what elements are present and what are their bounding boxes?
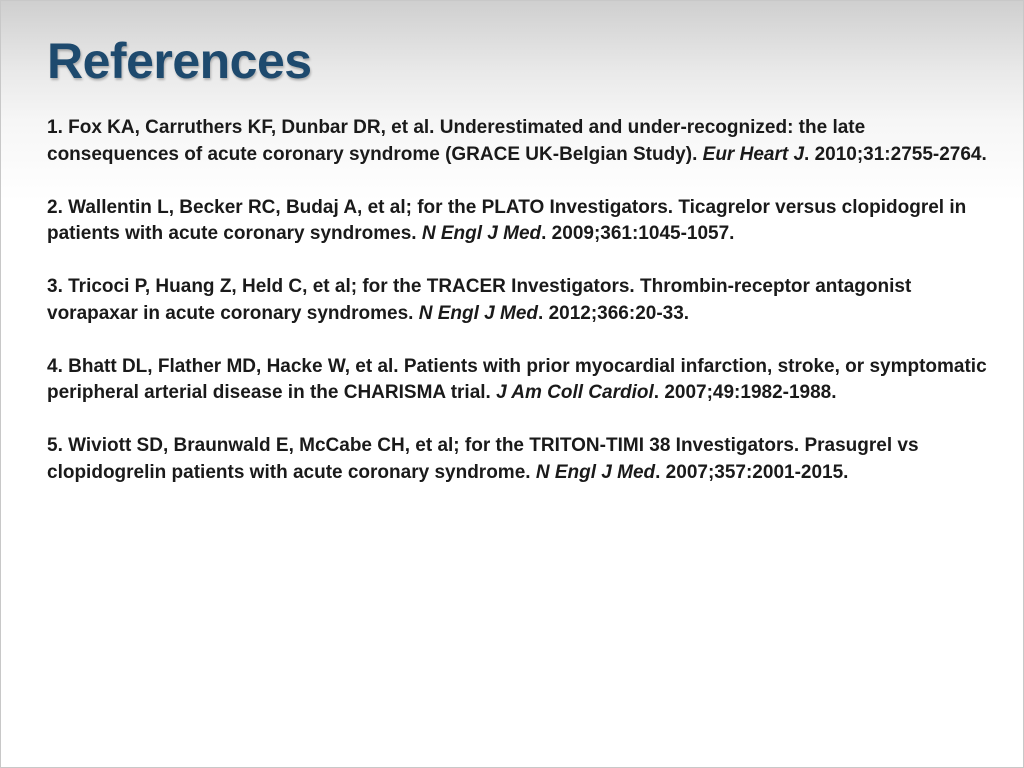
reference-citation: . 2012;366:20-33.: [538, 302, 690, 324]
reference-citation: . 2007;357:2001-2015.: [655, 461, 849, 483]
reference-item: [47, 274, 987, 327]
reference-item: [47, 115, 987, 168]
slide-title: References: [47, 33, 312, 89]
reference-item: [47, 354, 987, 407]
reference-journal: N Engl J Med: [535, 461, 656, 483]
reference-text: 5. Wiviott SD, Braunwald E, McCabe CH, et al; for the TRITON-TIMI 38 Investigators. Prasugrel vs clopidogrelin patients with acute coronary syndrome.: [47, 435, 919, 483]
reference-text: 2. Wallentin L, Becker RC, Budaj A, et al; for the PLATO Investigators. Ticagrelor versus clopidogrel in patients with acute coronary syndromes.: [47, 196, 967, 244]
reference-text: 1. Fox KA, Carruthers KF, Dunbar DR, et al. Underestimated and under-recognized: the late consequences of acute coronary syndrome (GRACE UK-Belgian Study).: [47, 117, 866, 165]
reference-journal: Eur Heart J: [702, 143, 805, 165]
reference-item: [47, 433, 987, 486]
reference-citation: . 2010;31:2755-2764.: [804, 143, 987, 165]
reference-citation: . 2009;361:1045-1057.: [541, 223, 735, 244]
reference-text: 3. Tricoci P, Huang Z, Held C, et al; for the TRACER Investigators. Thrombin-receptor antagonist vorapaxar in acute coronary syndromes.: [47, 276, 912, 324]
reference-journal: N Engl J Med: [421, 223, 542, 244]
reference-item: [47, 195, 987, 248]
reference-journal: N Engl J Med: [418, 302, 539, 324]
reference-journal: J Am Coll Cardiol: [496, 382, 654, 403]
reference-text: 4. Bhatt DL, Flather MD, Hacke W, et al. Patients with prior myocardial infarction, stroke, or symptomatic peripheral arterial disease in the CHARISMA trial.: [47, 355, 987, 403]
reference-citation: . 2007;49:1982-1988.: [653, 382, 837, 403]
reference-list: [47, 115, 987, 513]
